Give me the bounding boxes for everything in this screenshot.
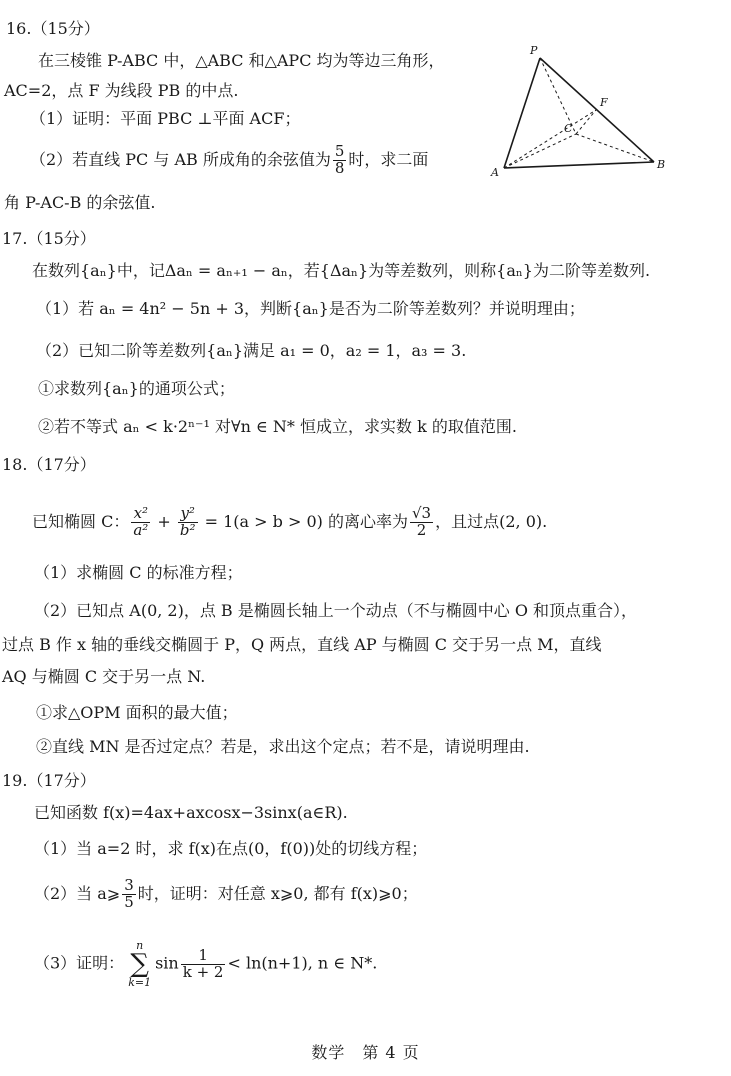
q19-header: 19.（17分） [2, 771, 96, 790]
q16-header: 16.（15分） [6, 19, 100, 38]
summation-sign: n ∑ k=1 [128, 939, 152, 989]
q18-part2-cont2: AQ 与椭圆 C 交于另一点 N. [2, 667, 206, 686]
q18-part2-cont: 过点 B 作 x 轴的垂线交椭圆于 P，Q 两点，直线 AP 与椭圆 C 交于另一点 M，直线 [2, 635, 602, 654]
q18-intro: 已知椭圆 C： $\frac{\text{x²}}{\text{a²}}$ + $\frac{\text{y²}}{\text{b²}}$ = 1(a > b > 0) 的离心率为 $\frac{√3}{2}$ ，且过点(2, 0). [32, 504, 548, 539]
q19-part1: （1）当 a=2 时，求 f(x)在点(0，f(0))处的切线方程； [34, 839, 428, 858]
label-A: A [491, 166, 499, 179]
q16-line-last: 角 P-AC-B 的余弦值. [4, 193, 156, 212]
page-footer: 数学 第 4 页 [311, 1043, 420, 1062]
q19-a-fraction: $\frac{3}{5}$ [124, 876, 134, 911]
q17-definition: 在数列{aₙ}中，记Δaₙ = aₙ₊₁ − aₙ，若{Δaₙ}为等差数列，则称{aₙ}为二阶等差数列. [32, 261, 651, 280]
tetrahedron-figure [488, 40, 673, 180]
y-fraction: $\frac{\text{y²}}{\text{b²}}$ [179, 504, 196, 539]
q19-part2: （2）当 a⩾ $\frac{3}{5}$ 时，证明：对任意 x⩾0, 都有 f(x)⩾0； [34, 876, 418, 911]
q18-part2: （2）已知点 A(0, 2)，点 B 是椭圆长轴上一个动点（不与椭圆中心 O 和顶点重合）， [34, 601, 638, 620]
q17-part1: （1）若 aₙ = 4n² − 5n + 3，判断{aₙ}是否为二阶等差数列？并说明理由； [36, 299, 585, 318]
q19-sum-fraction: $\frac{1}{k + 2}$ [182, 945, 224, 981]
label-B: B [657, 158, 666, 171]
label-C: C [564, 122, 573, 135]
x-fraction: $\frac{\text{x²}}{\text{a²}}$ [133, 504, 149, 539]
q16-part1: （1）证明：平面 PBC ⊥平面 ACF； [30, 109, 301, 128]
q16-part2: （2）若直线 PC 与 AB 所成角的余弦值为 $\frac{5}{8}$ 时，求二面 [30, 142, 429, 177]
q18-sub1: ①求△OPM 面积的最大值； [36, 703, 238, 722]
q18-header: 18.（17分） [2, 455, 96, 474]
q17-sub2: ②若不等式 aₙ < k·2ⁿ⁻¹ 对∀n ∈ N* 恒成立，求实数 k 的取值范围. [38, 417, 517, 436]
q18-part1: （1）求椭圆 C 的标准方程； [34, 563, 243, 582]
q17-part2: （2）已知二阶等差数列{aₙ}满足 a₁ = 0，a₂ = 1，a₃ = 3. [36, 341, 467, 360]
q17-header: 17.（15分） [2, 229, 96, 248]
q17-sub1: ①求数列{aₙ}的通项公式； [38, 379, 235, 398]
q19-intro: 已知函数 f(x)=4ax+axcosx−3sinx(a∈R). [34, 803, 348, 822]
q16-cos-fraction: $\frac{5}{8}$ [334, 142, 345, 177]
label-F: F [600, 96, 608, 109]
label-P: P [530, 44, 538, 57]
q16-line2: AC=2，点 F 为线段 PB 的中点. [4, 81, 239, 100]
q19-part3: （3）证明： n ∑ k=1 sin $\frac{1}{k + 2}$ < ln(n+1), n ∈ N*. [34, 939, 378, 989]
q16-line1: 在三棱锥 P-ABC 中，△ABC 和△APC 均为等边三角形， [38, 51, 445, 70]
eccentricity-fraction: $\frac{√3}{2}$ [411, 504, 432, 539]
q18-sub2: ②直线 MN 是否过定点？若是，求出这个定点；若不是，请说明理由. [36, 737, 530, 756]
